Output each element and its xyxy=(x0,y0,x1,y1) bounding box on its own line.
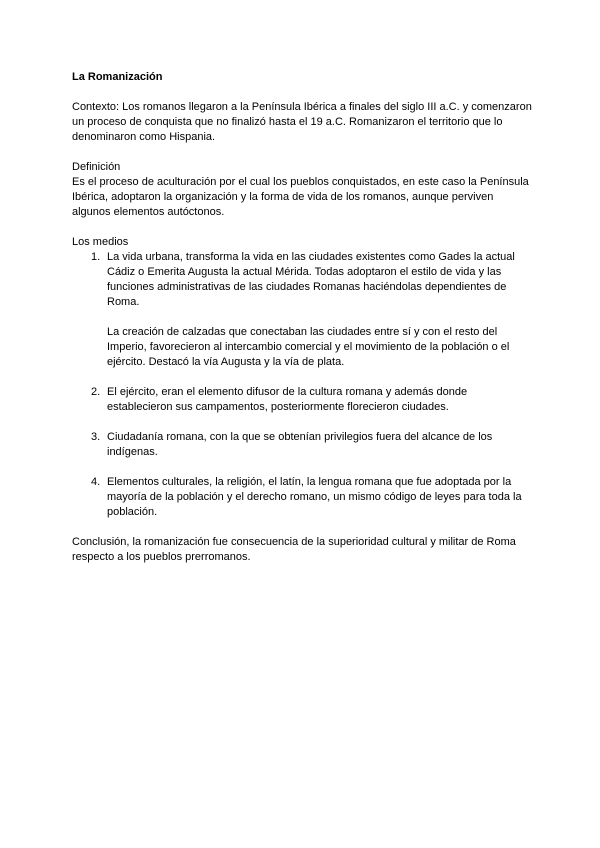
context-paragraph: Contexto: Los romanos llegaron a la Península Ibérica a finales del siglo III a.C. y comenzaron un proceso de conquista que no finalizó hasta el 19 a.C. Romanizaron el territorio que lo denominaron como Hispania. xyxy=(72,101,532,143)
list-item xyxy=(72,475,532,520)
list-item xyxy=(72,250,532,370)
list-item xyxy=(72,430,532,460)
list-item-text: La vida urbana, transforma la vida en las ciudades existentes como Gades la actual Cádiz o Emerita Augusta la actual Mérida. Todas adoptaron el estilo de vida y las funciones administrativas de las ciudades Romanas haciéndolas dependientes de Roma. xyxy=(107,251,515,308)
document-title: La Romanización xyxy=(72,71,163,83)
list-item-number: 2. xyxy=(91,386,101,398)
list-item-number: 1. xyxy=(91,251,101,263)
list-item-number: 3. xyxy=(91,431,101,443)
list-item-text: Ciudadanía romana, con la que se obtenían privilegios fuera del alcance de los indígenas. xyxy=(107,431,493,458)
conclusion-paragraph: Conclusión, la romanización fue consecuencia de la superioridad cultural y militar de Roma respecto a los pueblos prerromanos. xyxy=(72,536,516,563)
definition-paragraph: Es el proceso de aculturación por el cual los pueblos conquistados, en este caso la Península Ibérica, adoptaron la organización y la forma de vida de los romanos, aunque perviven algunos elementos autóctonos. xyxy=(72,176,529,218)
list-item-text: Elementos culturales, la religión, el latín, la lengua romana que fue adoptada por la mayoría de la población y el derecho romano, un mismo código de leyes para toda la población. xyxy=(107,476,522,518)
list-item-extra-text: La creación de calzadas que conectaban las ciudades entre sí y con el resto del Imperio, favorecieron al intercambio comercial y el movimiento de la población o el ejército. Destacó la vía Augusta y la vía de plata. xyxy=(107,326,510,368)
medios-heading: Los medios xyxy=(72,236,129,248)
list-item xyxy=(72,385,532,415)
medios-list xyxy=(72,250,532,520)
list-item-text: El ejército, eran el elemento difusor de la cultura romana y además donde establecieron sus campamentos, posteriormente florecieron ciudades. xyxy=(107,386,468,413)
list-item-number: 4. xyxy=(91,476,101,488)
document-page xyxy=(72,70,532,565)
definition-heading: Definición xyxy=(72,161,121,173)
